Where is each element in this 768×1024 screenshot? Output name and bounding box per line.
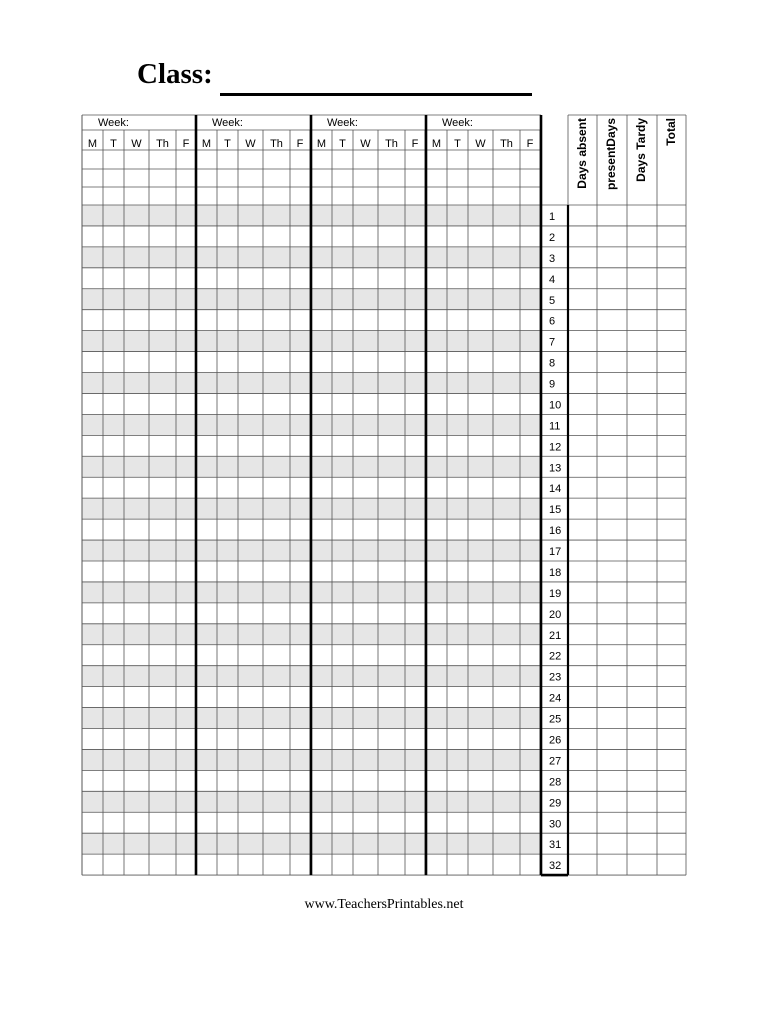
- day-label-m: M: [87, 138, 98, 150]
- day-label-m: M: [431, 138, 442, 150]
- day-label-w: W: [360, 138, 371, 150]
- row-number: 17: [549, 546, 562, 559]
- footer-url: www.TeachersPrintables.net: [304, 897, 464, 912]
- row-number: 10: [549, 399, 562, 412]
- row-number: 4: [549, 273, 556, 286]
- day-label-w: W: [131, 138, 142, 150]
- day-label-m: M: [201, 138, 212, 150]
- day-label-m: M: [316, 138, 327, 150]
- day-label-t: T: [110, 138, 117, 150]
- row-number: 8: [549, 357, 556, 370]
- day-label-w: W: [475, 138, 486, 150]
- row-number: 25: [549, 713, 562, 726]
- day-label-t: T: [224, 138, 231, 150]
- row-number: 22: [549, 650, 562, 663]
- row-number: 31: [549, 839, 562, 852]
- row-number: 26: [549, 734, 562, 747]
- summary-header: presentDays: [604, 118, 618, 191]
- row-number: 15: [549, 504, 562, 517]
- day-label-t: T: [454, 138, 461, 150]
- week-label: Week:: [212, 117, 243, 129]
- day-label-f: F: [526, 138, 534, 150]
- row-number: 24: [549, 692, 562, 705]
- summary-header: Total: [664, 118, 678, 146]
- day-label-th: Th: [270, 138, 283, 150]
- row-number: 7: [549, 336, 556, 349]
- week-label: Week:: [327, 117, 358, 129]
- row-number: 5: [549, 294, 556, 307]
- row-number: 13: [549, 462, 562, 475]
- row-number: 14: [549, 483, 562, 496]
- week-label: Week:: [98, 117, 129, 129]
- day-label-th: Th: [156, 138, 169, 150]
- day-label-f: F: [296, 138, 304, 150]
- row-number: 29: [549, 797, 562, 810]
- row-number: 1: [549, 211, 556, 223]
- day-label-th: Th: [500, 138, 513, 150]
- row-number: 21: [549, 629, 562, 642]
- row-number: 23: [549, 671, 562, 684]
- row-number: 6: [549, 315, 556, 328]
- row-number: 18: [549, 566, 562, 579]
- day-label-w: W: [245, 138, 256, 150]
- class-title-label: Class:: [137, 58, 213, 90]
- summary-header: Days Tardy: [634, 118, 648, 182]
- row-number: 3: [549, 252, 556, 265]
- row-number: 12: [549, 441, 562, 454]
- row-number: 28: [549, 776, 562, 789]
- summary-header: Days absent: [575, 118, 589, 189]
- week-label: Week:: [442, 117, 473, 129]
- day-label-f: F: [182, 138, 190, 150]
- row-number: 11: [549, 420, 561, 433]
- row-number: 27: [549, 755, 562, 768]
- row-number: 30: [549, 818, 562, 831]
- day-label-f: F: [411, 138, 419, 150]
- row-number: 9: [549, 378, 556, 391]
- row-number: 19: [549, 587, 562, 600]
- row-number: 16: [549, 525, 562, 538]
- day-label-t: T: [339, 138, 346, 150]
- row-number: 32: [549, 860, 562, 873]
- day-label-th: Th: [385, 138, 398, 150]
- row-number: 2: [549, 231, 556, 244]
- row-number: 20: [549, 608, 562, 621]
